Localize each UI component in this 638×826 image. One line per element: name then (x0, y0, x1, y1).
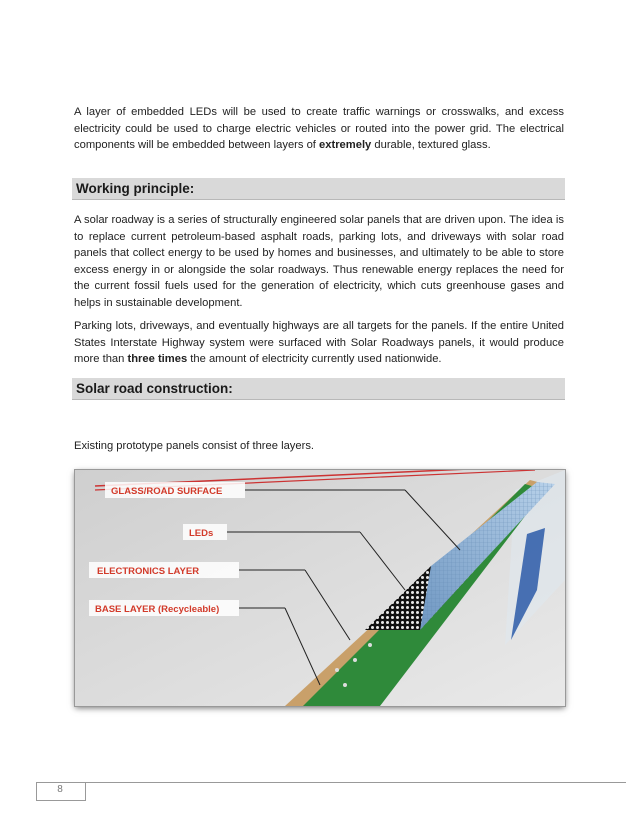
component (368, 643, 372, 647)
solar-panel-illustration (75, 470, 565, 706)
label-electronics-layer: ELECTRONICS LAYER (97, 566, 200, 577)
page-number: 8 (57, 784, 63, 795)
component (343, 683, 347, 687)
para2-emphasis: three times (127, 353, 188, 365)
intro-paragraph (74, 104, 564, 154)
label-glass-road-surface: GLASS/ROAD SURFACE (111, 486, 223, 497)
component (353, 658, 357, 662)
label-base-layer: BASE LAYER (Recycleable) (95, 604, 220, 615)
intro-emphasis: extremely (319, 139, 372, 151)
para2-text: Parking lots, driveways, and eventually highways are all targets for the panels. If the entire United States Interstate Highway system were surfaced with Solar Roadways panels, it would produce more than (74, 320, 564, 365)
working-principle-paragraph-2 (74, 318, 564, 368)
solar-panel-layers-figure (75, 470, 565, 706)
intro-text-end: durable, textured glass. (371, 139, 491, 151)
footer-rule (36, 782, 626, 783)
component (335, 668, 339, 672)
label-leds: LEDs (189, 528, 214, 539)
figure-background (75, 470, 565, 706)
construction-caption: Existing prototype panels consist of three layers. (74, 440, 315, 452)
para2-text-end: the amount of electricity currently used nationwide. (187, 353, 442, 365)
solar-road-construction-heading: Solar road construction: (72, 378, 565, 400)
working-principle-heading: Working principle: (72, 178, 565, 200)
working-principle-paragraph-1: A solar roadway is a series of structurally engineered solar panels that are driven upon. The idea is to replace current petroleum-based asphalt roads, parking lots, and driveways with solar road panels that collect energy to be used by homes and businesses, and ultimately to be able to store excess energy in or alongside the solar roadways. Thus renewable energy replaces the need for the current fossil fuels used for the generation of electricity, which cuts greenhouse gases and helps in sustainable development. (74, 214, 564, 309)
intro-text: A layer of embedded LEDs will be used to create traffic warnings or crosswalks, and excess electricity could be used to charge electric vehicles or routed into the power grid. The electrical components will be embedded between layers of (74, 106, 564, 151)
